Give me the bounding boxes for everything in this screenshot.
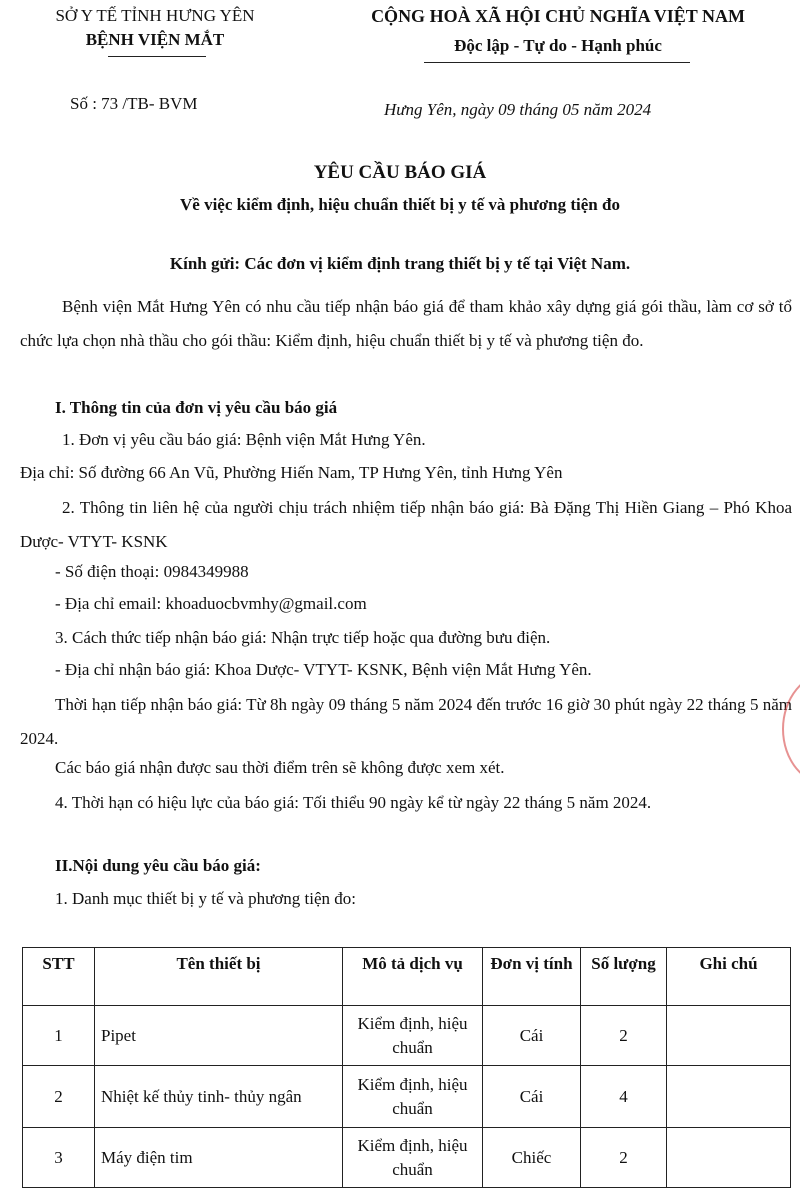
section-1-heading: I. Thông tin của đơn vị yêu cầu báo giá: [55, 398, 338, 417]
cell-note: [667, 1128, 791, 1188]
cell-service: Kiểm định, hiệu chuẩn: [343, 1128, 483, 1188]
document-subtitle: Về việc kiểm định, hiệu chuẩn thiết bị y tế và phương tiện đo: [180, 195, 620, 214]
hospital-name: BỆNH VIỆN MẮT: [85, 30, 225, 49]
cell-stt: 2: [23, 1066, 95, 1128]
section-2-heading: II.Nội dung yêu cầu báo giá:: [55, 856, 261, 875]
section-1-item-3: 3. Cách thức tiếp nhận báo giá: Nhận trực tiếp hoặc qua đường bưu điện.: [55, 628, 551, 647]
receive-deadline: Thời hạn tiếp nhận báo giá: Từ 8h ngày 09 tháng 5 năm 2024 đến trước 16 giờ 30 phút ngày 22 tháng 5 năm 2024.: [20, 695, 792, 748]
header-stt: STT: [23, 948, 95, 1006]
cell-unit: Chiếc: [483, 1128, 581, 1188]
header-quantity: Số lượng: [581, 948, 667, 1006]
section-1-address: Địa chỉ: Số đường 66 An Vũ, Phường Hiến Nam, TP Hưng Yên, tỉnh Hưng Yên: [20, 463, 563, 482]
intro-paragraph: Bệnh viện Mắt Hưng Yên có nhu cầu tiếp nhận báo giá để tham khảo xây dựng giá gói thầu, làm cơ sở tổ chức lựa chọn nhà thầu cho gói thầu: Kiểm định, hiệu chuẩn thiết bị y tế và phương tiện đo.: [20, 297, 792, 350]
national-motto: Độc lập - Tự do - Hạnh phúc: [454, 36, 662, 55]
late-note: Các báo giá nhận được sau thời điểm trên sẽ không được xem xét.: [55, 758, 505, 777]
equipment-table: [22, 947, 791, 1188]
cell-note: [667, 1006, 791, 1066]
section-1-item-2: 2. Thông tin liên hệ của người chịu trách nhiệm tiếp nhận báo giá: Bà Đặng Thị Hiền Giang – Phó Khoa Dược- VTYT- KSNK: [20, 498, 792, 551]
table-row: [23, 1006, 791, 1066]
section-1-item-1: 1. Đơn vị yêu cầu báo giá: Bệnh viện Mắt Hưng Yên.: [62, 430, 426, 449]
place-date: Hưng Yên, ngày 09 tháng 05 năm 2024: [384, 100, 652, 119]
table-row: [23, 1128, 791, 1188]
cell-stt: 1: [23, 1006, 95, 1066]
contact-phone: - Số điện thoại: 0984349988: [55, 562, 249, 581]
table-row: [23, 1066, 791, 1128]
header-service: Mô tả dịch vụ: [343, 948, 483, 1006]
cell-quantity: 2: [581, 1128, 667, 1188]
cell-stt: 3: [23, 1128, 95, 1188]
document-number: Số : 73 /TB- BVM: [70, 94, 198, 113]
addressee: Kính gửi: Các đơn vị kiểm định trang thiết bị y tế tại Việt Nam.: [169, 254, 631, 273]
receive-address: - Địa chỉ nhận báo giá: Khoa Dược- VTYT- KSNK, Bệnh viện Mắt Hưng Yên.: [55, 660, 592, 679]
section-2-item-1: 1. Danh mục thiết bị y tế và phương tiện đo:: [55, 889, 357, 908]
document-title: YÊU CẦU BÁO GIÁ: [313, 162, 487, 183]
header-unit: Đơn vị tính: [483, 948, 581, 1006]
table-header-row: [23, 948, 791, 1006]
cell-device-name: Nhiệt kế thủy tinh- thủy ngân: [95, 1066, 343, 1128]
cell-quantity: 2: [581, 1006, 667, 1066]
cell-service: Kiểm định, hiệu chuẩn: [343, 1066, 483, 1128]
cell-note: [667, 1066, 791, 1128]
cell-quantity: 4: [581, 1066, 667, 1128]
cell-service: Kiểm định, hiệu chuẩn: [343, 1006, 483, 1066]
cell-device-name: Pipet: [95, 1006, 343, 1066]
cell-unit: Cái: [483, 1066, 581, 1128]
section-1-item-4: 4. Thời hạn có hiệu lực của báo giá: Tối thiểu 90 ngày kể từ ngày 22 tháng 5 năm 2024.: [55, 793, 652, 812]
motto-underline: [424, 62, 690, 63]
header-device-name: Tên thiết bị: [95, 948, 343, 1006]
header-note: Ghi chú: [667, 948, 791, 1006]
hospital-underline: [108, 56, 206, 57]
country-name: CỘNG HOÀ XÃ HỘI CHỦ NGHĨA VIỆT NAM: [371, 6, 745, 26]
cell-unit: Cái: [483, 1006, 581, 1066]
agency-name: SỞ Y TẾ TỈNH HƯNG YÊN: [55, 6, 255, 25]
contact-email: - Địa chỉ email: khoaduocbvmhy@gmail.com: [55, 594, 367, 613]
cell-device-name: Máy điện tim: [95, 1128, 343, 1188]
